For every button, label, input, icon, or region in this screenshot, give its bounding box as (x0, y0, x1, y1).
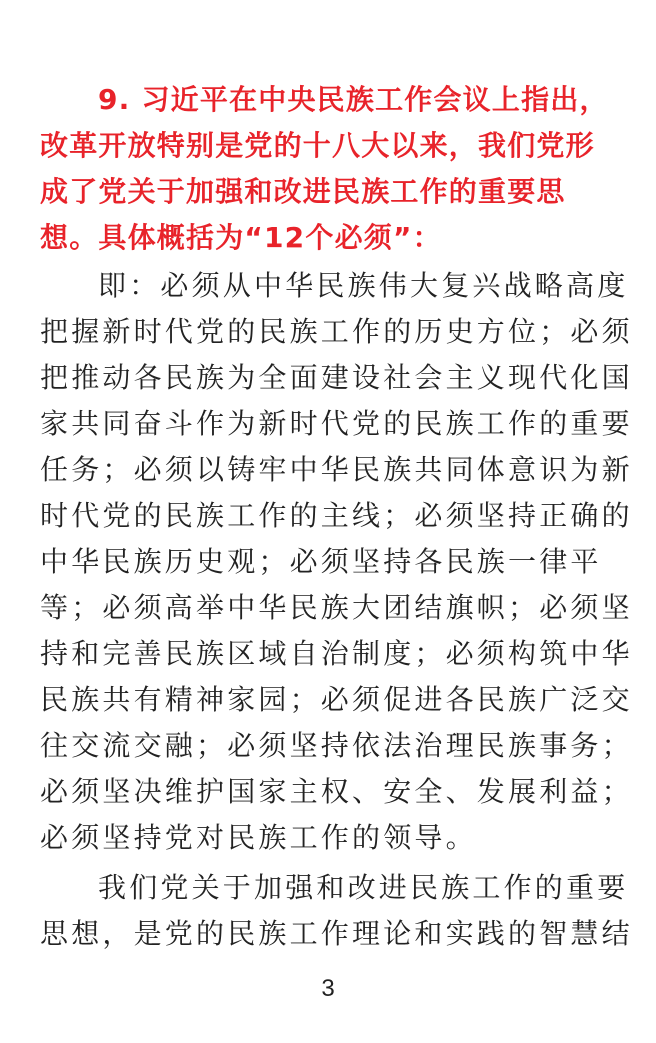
paragraph-line: 必须坚持党对民族工作的领导。 (40, 821, 477, 854)
paragraph-line: 必须坚决维护国家主权、安全、发展利益； (40, 775, 633, 808)
heading-line: 改革开放特别是党的十八大以来，我们党形 (40, 129, 595, 162)
paragraph-line: 中华民族历史观；必须坚持各民族一律平 (40, 545, 602, 578)
paragraph-line: 我们党关于加强和改进民族工作的重要 (98, 871, 629, 904)
heading-line: 想。具体概括为“12个必须”： (40, 221, 442, 254)
paragraph-line: 家共同奋斗作为新时代党的民族工作的重要 (40, 407, 633, 440)
paragraph-line: 等；必须高举中华民族大团结旗帜；必须坚 (40, 591, 633, 624)
paragraph-line: 持和完善民族区域自治制度；必须构筑中华 (40, 637, 633, 670)
heading-line: 成了党关于加强和改进民族工作的重要思 (40, 175, 566, 208)
page-number: 3 (321, 975, 335, 1002)
paragraph-line: 把推动各民族为全面建设社会主义现代化国 (40, 361, 633, 394)
paragraph-line: 把握新时代党的民族工作的历史方位；必须 (40, 315, 633, 348)
paragraph-line: 即：必须从中华民族伟大复兴战略高度 (98, 269, 629, 302)
paragraph-line: 思想，是党的民族工作理论和实践的智慧结 (40, 917, 633, 950)
paragraph-line: 时代党的民族工作的主线；必须坚持正确的 (40, 499, 633, 532)
paragraph-line: 民族共有精神家园；必须促进各民族广泛交 (40, 683, 633, 716)
paragraph-line: 往交流交融；必须坚持依法治理民族事务； (40, 729, 633, 762)
heading-line: 9. 习近平在中央民族工作会议上指出， (98, 83, 609, 116)
paragraph-line: 任务；必须以铸牢中华民族共同体意识为新 (40, 453, 633, 486)
